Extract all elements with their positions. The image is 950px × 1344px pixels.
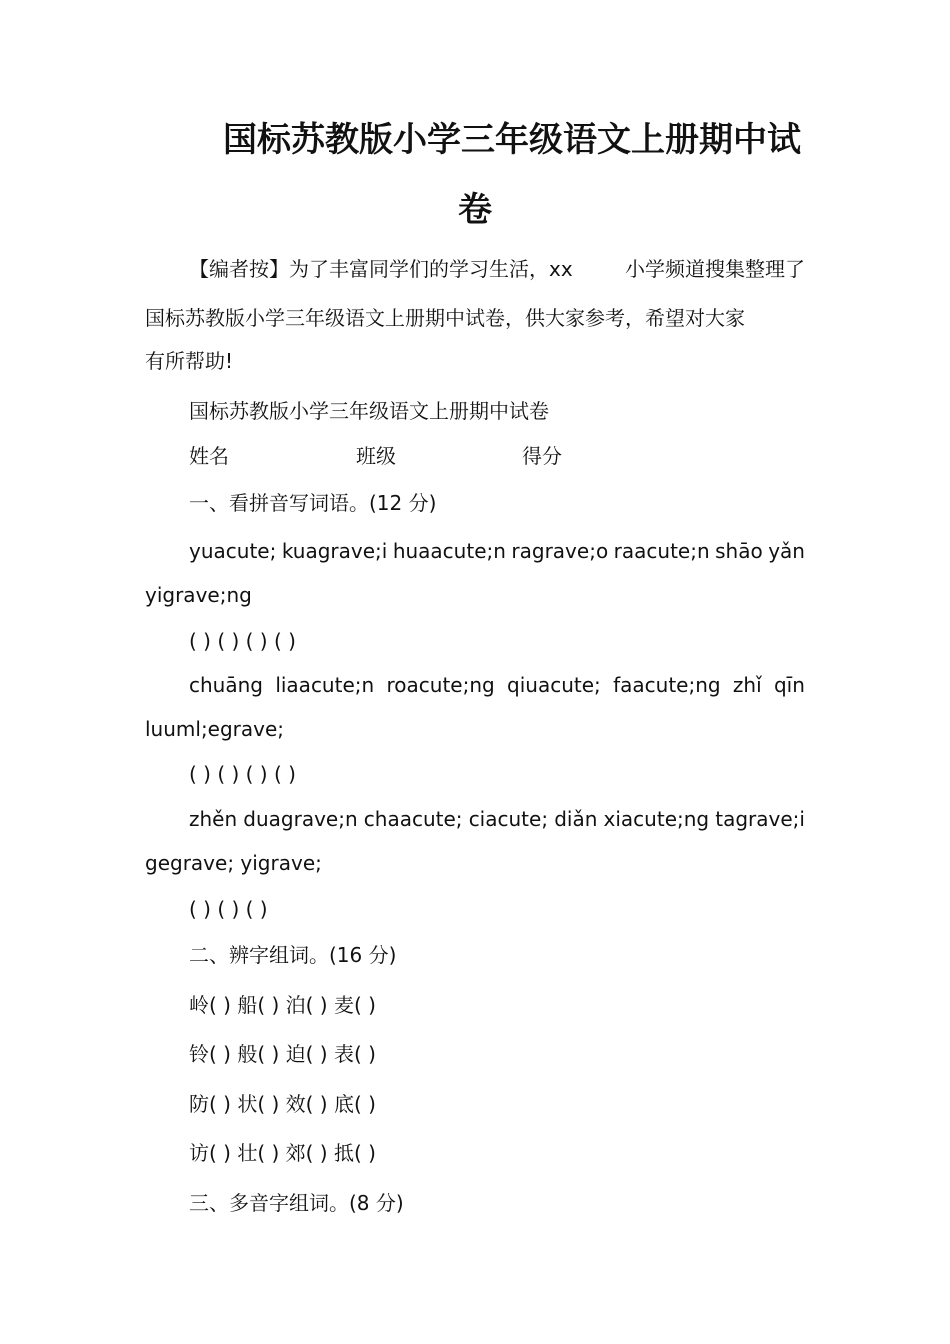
intro-line-1-part-1: 【编者按】为了丰富同学们的学习生活，xx (189, 257, 573, 281)
character-row-2: 铃( ) 般( ) 迫( ) 表( ) (189, 1042, 376, 1066)
pinyin-word: yuacute; (189, 539, 277, 563)
character-row-4: 访( ) 壮( ) 郊( ) 抵( ) (189, 1141, 376, 1165)
section-2-heading: 二、辨字组词。(16 分) (189, 943, 397, 967)
intro-line-2: 国标苏教版小学三年级语文上册期中试卷，供大家参考，希望对大家 (145, 306, 745, 330)
pinyin-word: ragrave;o (511, 539, 609, 563)
answer-blanks-row-2: ( ) ( ) ( ) ( ) (189, 762, 296, 786)
document-title-line-2: 卷 (458, 190, 492, 230)
intro-line-3: 有所帮助! (145, 349, 234, 373)
answer-blanks-row-1: ( ) ( ) ( ) ( ) (189, 629, 296, 653)
intro-line-1 (189, 256, 805, 282)
pinyin-word: yǎn (768, 539, 805, 563)
pinyin-word: raacute;n (613, 539, 710, 563)
pinyin-row-1 (189, 538, 805, 564)
subtitle: 国标苏教版小学三年级语文上册期中试卷 (189, 399, 549, 423)
pinyin-row-3 (189, 806, 805, 832)
pinyin-word: chuāng (189, 673, 263, 697)
section-1-heading: 一、看拼音写词语。(12 分) (189, 491, 437, 515)
pinyin-row-2 (189, 672, 805, 698)
section-3-heading: 三、多音字组词。(8 分) (189, 1191, 404, 1215)
pinyin-word: chaacute; (363, 807, 463, 831)
pinyin-word: faacute;ng (613, 673, 721, 697)
pinyin-word: shāo (715, 539, 763, 563)
class-field-label: 班级 (356, 444, 396, 468)
pinyin-row-1-continuation: yigrave;ng (145, 583, 252, 607)
intro-line-1-part-2: 小学频道搜集整理了 (625, 257, 805, 281)
pinyin-row-3-continuation: gegrave; yigrave; (145, 851, 322, 875)
document-title-line-1: 国标苏教版小学三年级语文上册期中试 (223, 120, 801, 160)
pinyin-word: kuagrave;i (281, 539, 388, 563)
pinyin-word: zhěn (189, 807, 238, 831)
pinyin-word: roacute;ng (386, 673, 495, 697)
pinyin-word: liaacute;n (275, 673, 375, 697)
pinyin-word: xiacute;ng (603, 807, 710, 831)
pinyin-word: tagrave;i (715, 807, 805, 831)
answer-blanks-row-3: ( ) ( ) ( ) (189, 897, 268, 921)
character-row-3: 防( ) 状( ) 效( ) 底( ) (189, 1092, 376, 1116)
pinyin-word: ciacute; (468, 807, 549, 831)
pinyin-word: zhǐ (732, 673, 762, 697)
character-row-1: 岭( ) 船( ) 泊( ) 麦( ) (189, 993, 376, 1017)
name-field-label: 姓名 (189, 444, 229, 468)
pinyin-word: qiuacute; (507, 673, 601, 697)
pinyin-word: duagrave;n (243, 807, 358, 831)
score-field-label: 得分 (522, 444, 562, 468)
pinyin-row-2-continuation: luuml;egrave; (145, 717, 285, 741)
pinyin-word: diǎn (554, 807, 598, 831)
pinyin-word: qīn (773, 673, 805, 697)
pinyin-word: huaacute;n (392, 539, 506, 563)
